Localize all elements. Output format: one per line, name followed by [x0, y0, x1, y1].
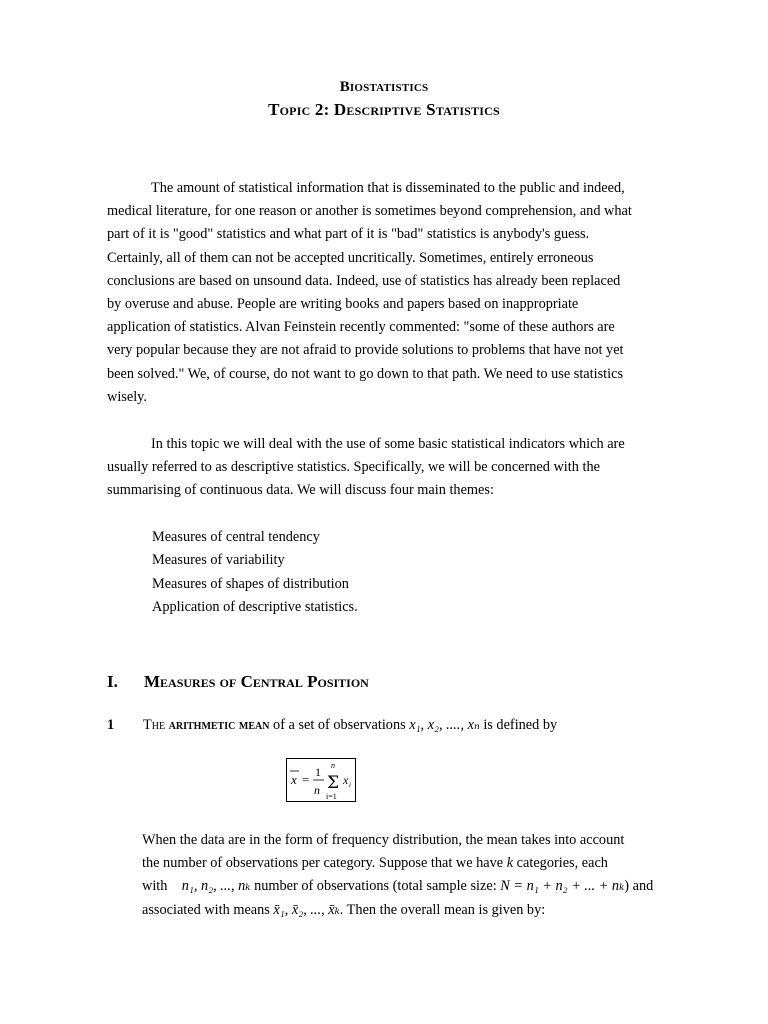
freq-text: with: [142, 878, 182, 895]
item-the: The: [143, 717, 166, 733]
intro-p2-line: usually referred to as descriptive statistics. Specifically, we will be concerned with the: [107, 459, 600, 476]
freq-line-3: [142, 875, 662, 898]
topic-title: Topic 2: Descriptive Statistics: [268, 100, 500, 119]
freq-line-1: When the data are in the form of frequency distribution, the mean takes into account: [142, 832, 625, 848]
sum-sigma: Σ: [327, 773, 340, 793]
intro-p2-line: summarising of continuous data. We will discuss four main themes:: [107, 482, 494, 499]
intro-p1-line: medical literature, for one reason or another is sometimes beyond comprehension, and what: [107, 203, 632, 220]
sum-upper: n: [331, 761, 335, 770]
intro-p1-line: been solved." We, of course, do not want to go down to that path. We need to use statistics: [107, 365, 624, 382]
intro-p1-line: by overuse and abuse. People are writing books and papers based on inappropriate: [107, 296, 579, 313]
formula-denominator: n: [314, 783, 320, 797]
observations-math: x₁, x₂, ...., xₙ: [409, 717, 480, 733]
formula-equals: =: [302, 772, 310, 787]
sum-lower: i=1: [326, 792, 337, 801]
intro-paragraph-1: [107, 177, 667, 409]
definition-line: [107, 714, 557, 737]
formula-numerator: 1: [315, 765, 321, 779]
theme-item: Measures of central tendency: [152, 529, 320, 545]
freq-text: the number of observations per category. Suppose that we have: [142, 855, 507, 872]
section-number: I.: [107, 672, 118, 691]
freq-text: number of observations (total sample size:: [250, 878, 501, 895]
means-list-math: x̄₁, x̄₂, ..., x̄ₖ: [273, 901, 340, 918]
intro-p1-line: application of statistics. Alvan Feinstein recently commented: "some of these authors are: [107, 319, 615, 336]
formula-lhs: x: [291, 772, 297, 787]
freq-line-2: [142, 852, 662, 875]
section-heading: [107, 672, 369, 692]
intro-p2-line: In this topic we will deal with the use of some basic statistical indicators which are: [151, 436, 625, 452]
freq-text: associated with means: [142, 901, 274, 918]
theme-item: Application of descriptive statistics.: [152, 599, 358, 616]
formula-term-sub: i: [349, 781, 351, 789]
intro-p1-line: very popular because they are not afraid to provide solutions to problems that have not yet: [107, 342, 624, 359]
freq-text: categories, each: [513, 855, 608, 872]
themes-list: [152, 526, 358, 620]
total-n-math: N = n₁ + n₂ + ... + nₖ: [500, 878, 625, 895]
theme-item: Measures of shapes of distribution: [152, 575, 349, 592]
item-text-b: is defined by: [479, 717, 558, 733]
intro-p1-line: The amount of statistical information that is disseminated to the public and indeed,: [151, 180, 625, 196]
section-title: Measures of Central Position: [144, 672, 369, 691]
freq-text: ) and: [624, 878, 654, 895]
intro-paragraph-2: [107, 433, 667, 503]
item-text-a: of a set of observations: [269, 717, 410, 733]
item-term: arithmetic mean: [168, 717, 270, 733]
intro-p1-line: Certainly, all of them can not be accepted uncritically. Sometimes, entirely erroneous: [107, 249, 594, 266]
course-title: Biostatistics: [339, 79, 429, 95]
theme-item: Measures of variability: [152, 552, 285, 569]
intro-p1-line: wisely.: [107, 388, 147, 405]
n-list-math: n₁, n₂, ..., nₖ: [181, 878, 251, 895]
formula-graphic: [287, 759, 357, 803]
freq-line-4: [142, 899, 662, 922]
formula-term: x: [343, 773, 349, 787]
freq-text: . Then the overall mean is given by:: [339, 901, 546, 918]
k-variable: k: [506, 855, 514, 872]
intro-p1-line: part of it is "good" statistics and what part of it is "bad" statistics is anybody's guess.: [107, 226, 590, 243]
frequency-paragraph: [142, 829, 662, 922]
mean-formula: [286, 758, 356, 802]
intro-p1-line: conclusions are based on unsound data. Indeed, use of statistics has already been replaced: [107, 272, 621, 289]
item-number: 1: [107, 717, 115, 733]
